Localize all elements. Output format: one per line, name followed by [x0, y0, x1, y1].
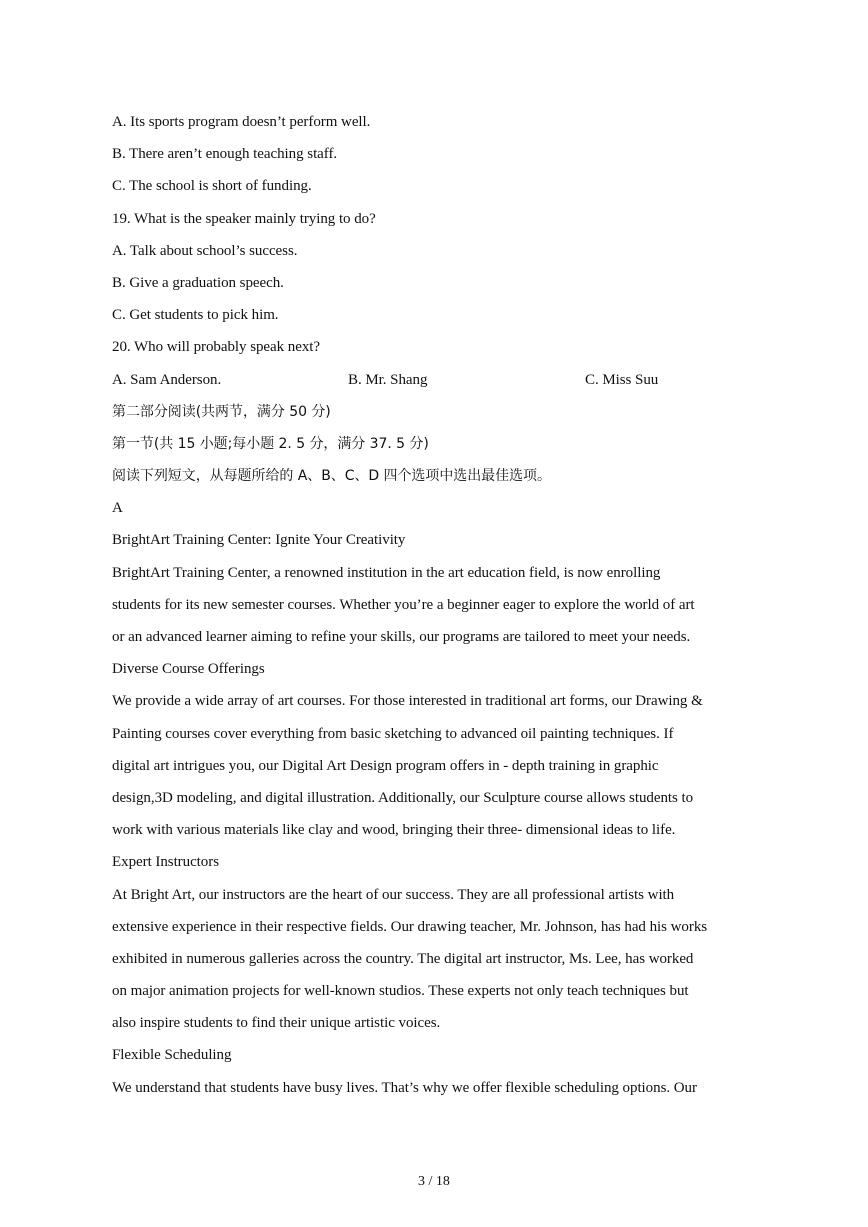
q20-options-row — [112, 366, 760, 398]
q19-option-c: C. Get students to pick him. — [112, 307, 279, 324]
q19-option-b: B. Give a graduation speech. — [112, 274, 284, 291]
intro-line: or an advanced learner aiming to refine your skills, our programs are tailored to meet your needs. — [112, 629, 691, 645]
q18-option-c: C. The school is short of funding. — [112, 178, 312, 195]
page-number: 3 / 18 — [418, 1174, 450, 1189]
intro-line: students for its new semester courses. Whether you’re a beginner eager to explore the world of art — [112, 596, 695, 613]
part2-heading: 第二部分阅读(共两节，满分 50 分) — [112, 403, 331, 420]
section1-heading: 第一节(共 15 小题;每小题 2. 5 分，满分 37. 5 分) — [112, 435, 429, 452]
q20-stem: 20. Who will probably speak next? — [112, 339, 321, 356]
para2-line: extensive experience in their respective fields. Our drawing teacher, Mr. Johnson, has had his works — [112, 918, 708, 935]
q20-option-a: A. Sam Anderson. — [112, 371, 222, 388]
section-heading-scheduling: Flexible Scheduling — [112, 1047, 232, 1064]
intro-line: BrightArt Training Center, a renowned institution in the art education field, is now enrolling — [112, 564, 661, 581]
para1-line: digital art intrigues you, our Digital Art Design program offers in - depth training in graphic — [112, 757, 659, 774]
para1-line: work with various materials like clay and wood, bringing their three- dimensional ideas to life. — [112, 822, 676, 839]
para3-line: We understand that students have busy lives. That’s why we offer flexible scheduling options. Our — [112, 1079, 697, 1096]
q20-option-c: C. Miss Suu — [585, 371, 659, 388]
q18-option-a: A. Its sports program doesn’t perform well. — [112, 114, 371, 130]
q20-option-b: B. Mr. Shang — [348, 371, 428, 388]
section-heading-courses: Diverse Course Offerings — [112, 661, 265, 678]
para1-line: Painting courses cover everything from basic sketching to advanced oil painting techniques. If — [112, 725, 674, 742]
q18-option-b: B. There aren’t enough teaching staff. — [112, 146, 338, 163]
para2-line: exhibited in numerous galleries across the country. The digital art instructor, Ms. Lee, has worked — [112, 950, 694, 967]
para2-line: also inspire students to find their unique artistic voices. — [112, 1015, 441, 1032]
q19-option-a: A. Talk about school’s success. — [112, 242, 298, 259]
q19-stem: 19. What is the speaker mainly trying to do? — [112, 210, 376, 227]
reading-instruction: 阅读下列短文，从每题所给的 A、B、C、D 四个选项中选出最佳选项。 — [112, 468, 551, 485]
para2-line: on major animation projects for well-known studios. These experts not only teach techniques but — [112, 983, 689, 1000]
para2-line: At Bright Art, our instructors are the heart of our success. They are all professional artists with — [112, 886, 675, 903]
section-heading-instructors: Expert Instructors — [112, 854, 219, 871]
para1-line: design,3D modeling, and digital illustration. Additionally, our Sculpture course allows students to — [112, 789, 694, 806]
passage-label: A — [112, 500, 123, 517]
passage-title: BrightArt Training Center: Ignite Your Creativity — [112, 532, 406, 549]
page-content — [112, 108, 760, 1106]
para1-line: We provide a wide array of art courses. For those interested in traditional art forms, our Drawing & — [112, 693, 703, 710]
